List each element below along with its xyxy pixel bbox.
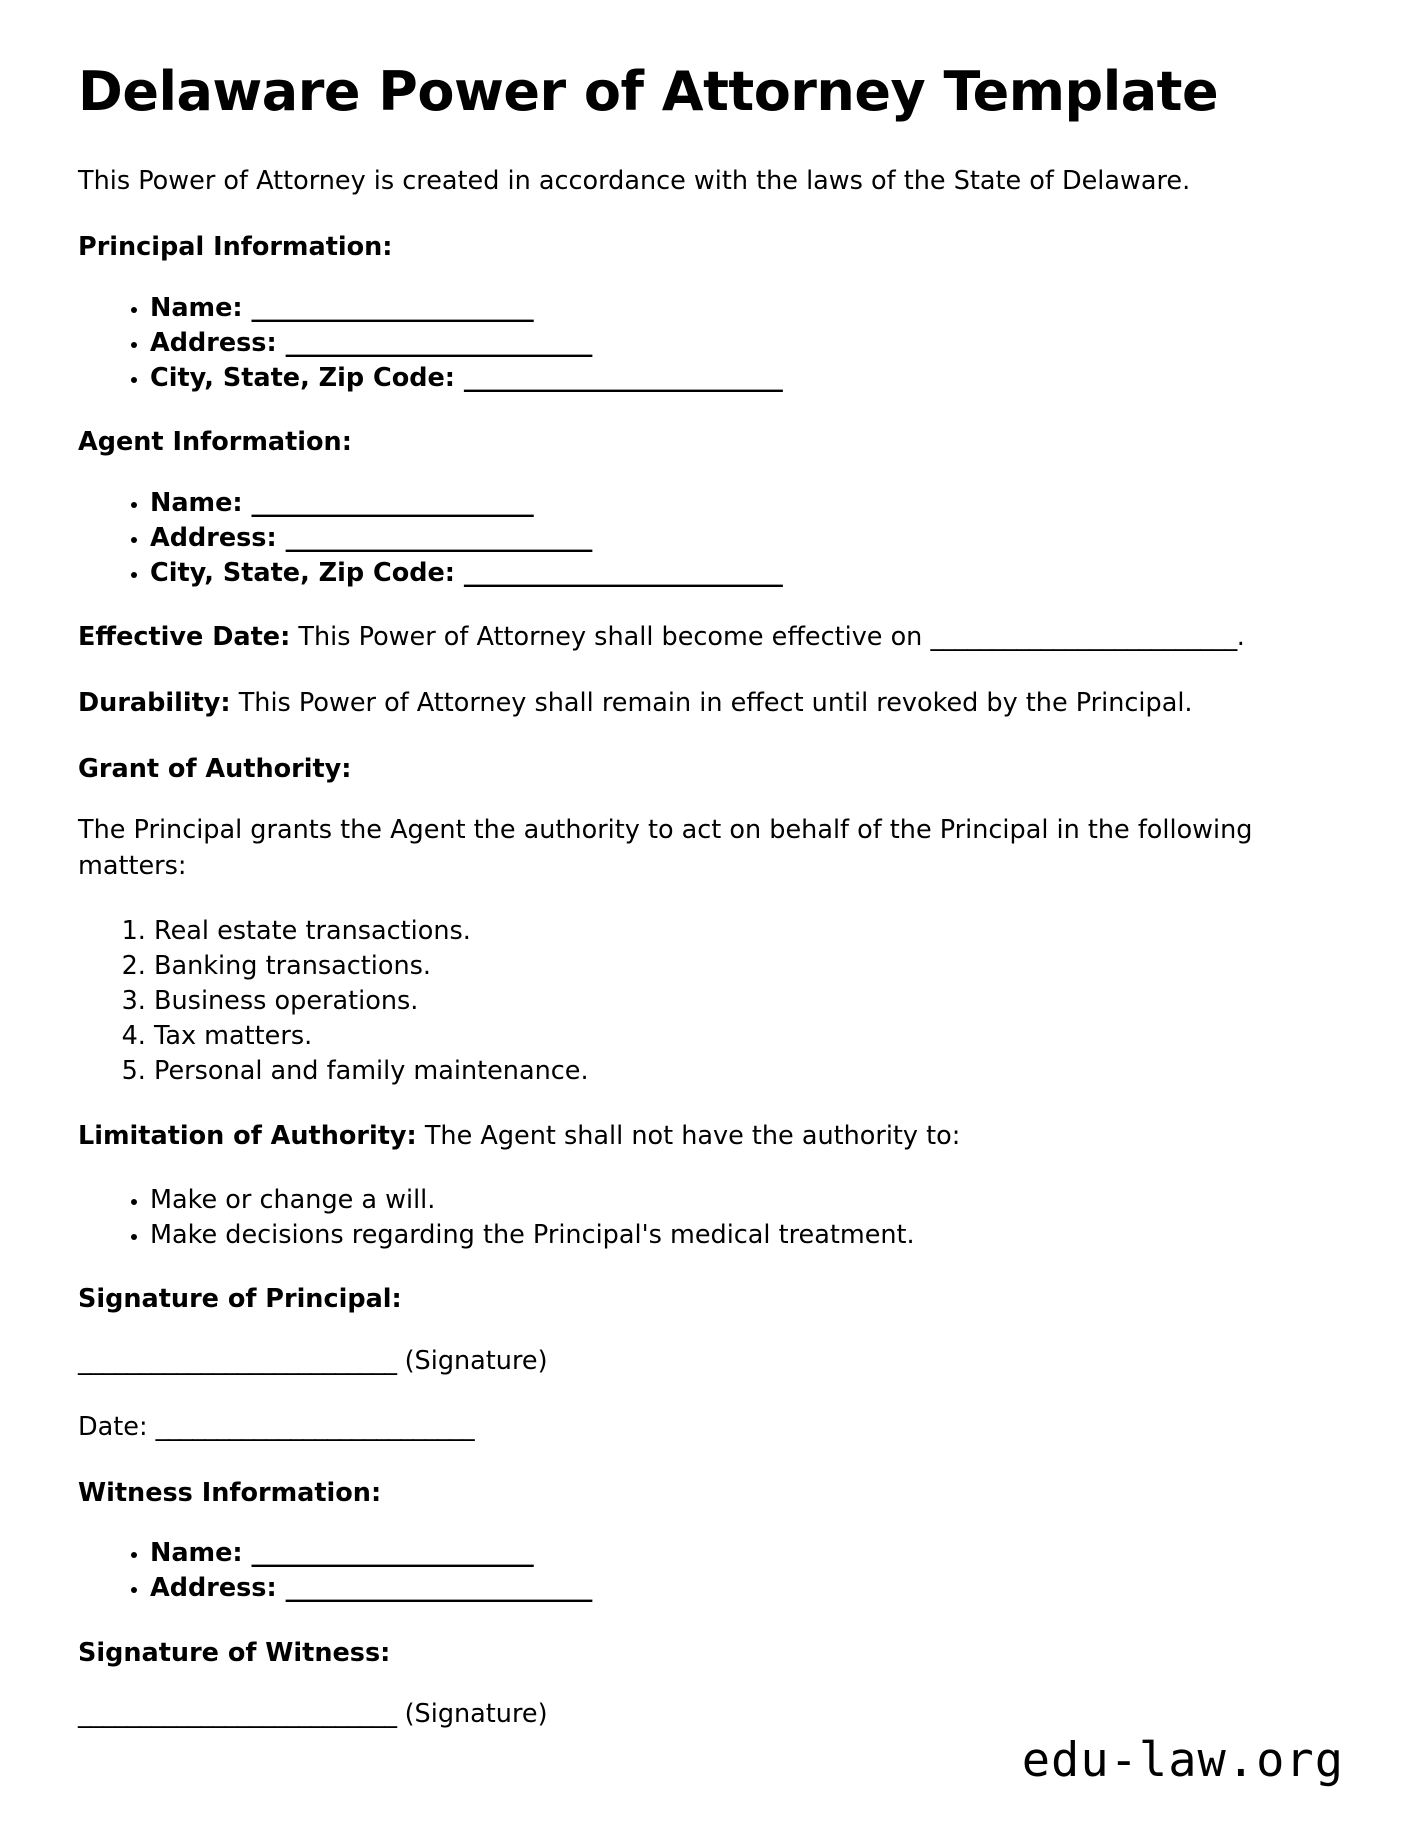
effective-date-label: Effective Date: [78,622,291,653]
field-label: City, State, Zip Code: [150,558,456,589]
effective-date-blank[interactable]: _________________________ [930,622,1237,653]
signature-of-principal-heading: Signature of Principal: [78,1284,402,1315]
field-label: Address: [150,523,277,554]
field-blank[interactable]: _______________________ [251,292,534,323]
durability-paragraph [78,686,1338,722]
field-label: Address: [150,327,277,358]
list-item [150,557,1338,590]
principal-signature-line [78,1344,1338,1380]
witness-signature-line [78,1697,1338,1733]
principal-information-heading: Principal Information: [78,232,393,263]
field-label: City, State, Zip Code: [150,363,456,394]
list-item: • Make decisions regarding the Principal's medical treatment. [150,1219,1338,1252]
signature-caption: (Signature) [404,1699,548,1730]
agent-information-list [78,487,1338,590]
principal-signature-blank[interactable]: __________________________ [78,1346,397,1377]
list-item: 2. Banking transactions. [154,950,1338,983]
durability-label: Durability: [78,688,231,719]
limitation-of-authority-paragraph [78,1119,1338,1155]
list-item: 1. Real estate transactions. [154,915,1338,948]
grant-of-authority-intro: The Principal grants the Agent the authority to act on behalf of the Principal in the following matters: [78,815,1253,882]
field-label: Name: [150,487,243,518]
witness-information-list [78,1537,1338,1605]
list-item: 4. Tax matters. [154,1020,1338,1053]
grant-of-authority-heading: Grant of Authority: [78,753,352,784]
page-title: Delaware Power of Attorney Template [78,60,1219,123]
list-item: 5. Personal and family maintenance. [154,1055,1338,1088]
field-blank[interactable]: _________________________ [285,523,592,554]
witness-information-heading: Witness Information: [78,1477,382,1508]
limitation-of-authority-list [78,1184,1338,1252]
date-label: Date: [78,1411,148,1442]
list-item [150,1537,1338,1570]
limitation-of-authority-text: The Agent shall not have the authority to: [424,1120,961,1151]
witness-signature-blank[interactable]: __________________________ [78,1699,397,1730]
list-item [150,487,1338,520]
signature-of-witness-heading: Signature of Witness: [78,1637,391,1668]
effective-date-text: This Power of Attorney shall become effective on [298,622,923,653]
list-item [150,327,1338,360]
field-label: Address: [150,1573,277,1604]
intro-paragraph: This Power of Attorney is created in accordance with the laws of the State of Delaware. [78,166,1191,197]
durability-text: This Power of Attorney shall remain in effect until revoked by the Principal. [238,688,1193,719]
site-brand-logo: edu-law.org [1021,1733,1344,1788]
list-item: • Make or change a will. [150,1184,1338,1217]
effective-date-paragraph [78,620,1338,656]
field-blank[interactable]: _______________________ [251,487,534,518]
field-blank[interactable]: _________________________ [285,1573,592,1604]
grant-of-authority-list [78,915,1338,1089]
principal-date-blank[interactable]: __________________________ [155,1411,475,1442]
effective-date-terminator: . [1236,622,1245,653]
field-blank[interactable]: __________________________ [463,363,783,394]
list-item [150,522,1338,555]
principal-information-list [78,292,1338,395]
list-item [150,362,1338,395]
limitation-of-authority-label: Limitation of Authority: [78,1120,417,1151]
list-item [150,292,1338,325]
list-item [150,1572,1338,1605]
field-blank[interactable]: _________________________ [285,327,592,358]
field-blank[interactable]: _______________________ [251,1538,534,1569]
field-label: Name: [150,292,243,323]
field-blank[interactable]: __________________________ [463,558,783,589]
field-label: Name: [150,1538,243,1569]
agent-information-heading: Agent Information: [78,427,352,458]
signature-caption: (Signature) [404,1346,548,1377]
list-item: 3. Business operations. [154,985,1338,1018]
principal-date-line [78,1410,1338,1446]
